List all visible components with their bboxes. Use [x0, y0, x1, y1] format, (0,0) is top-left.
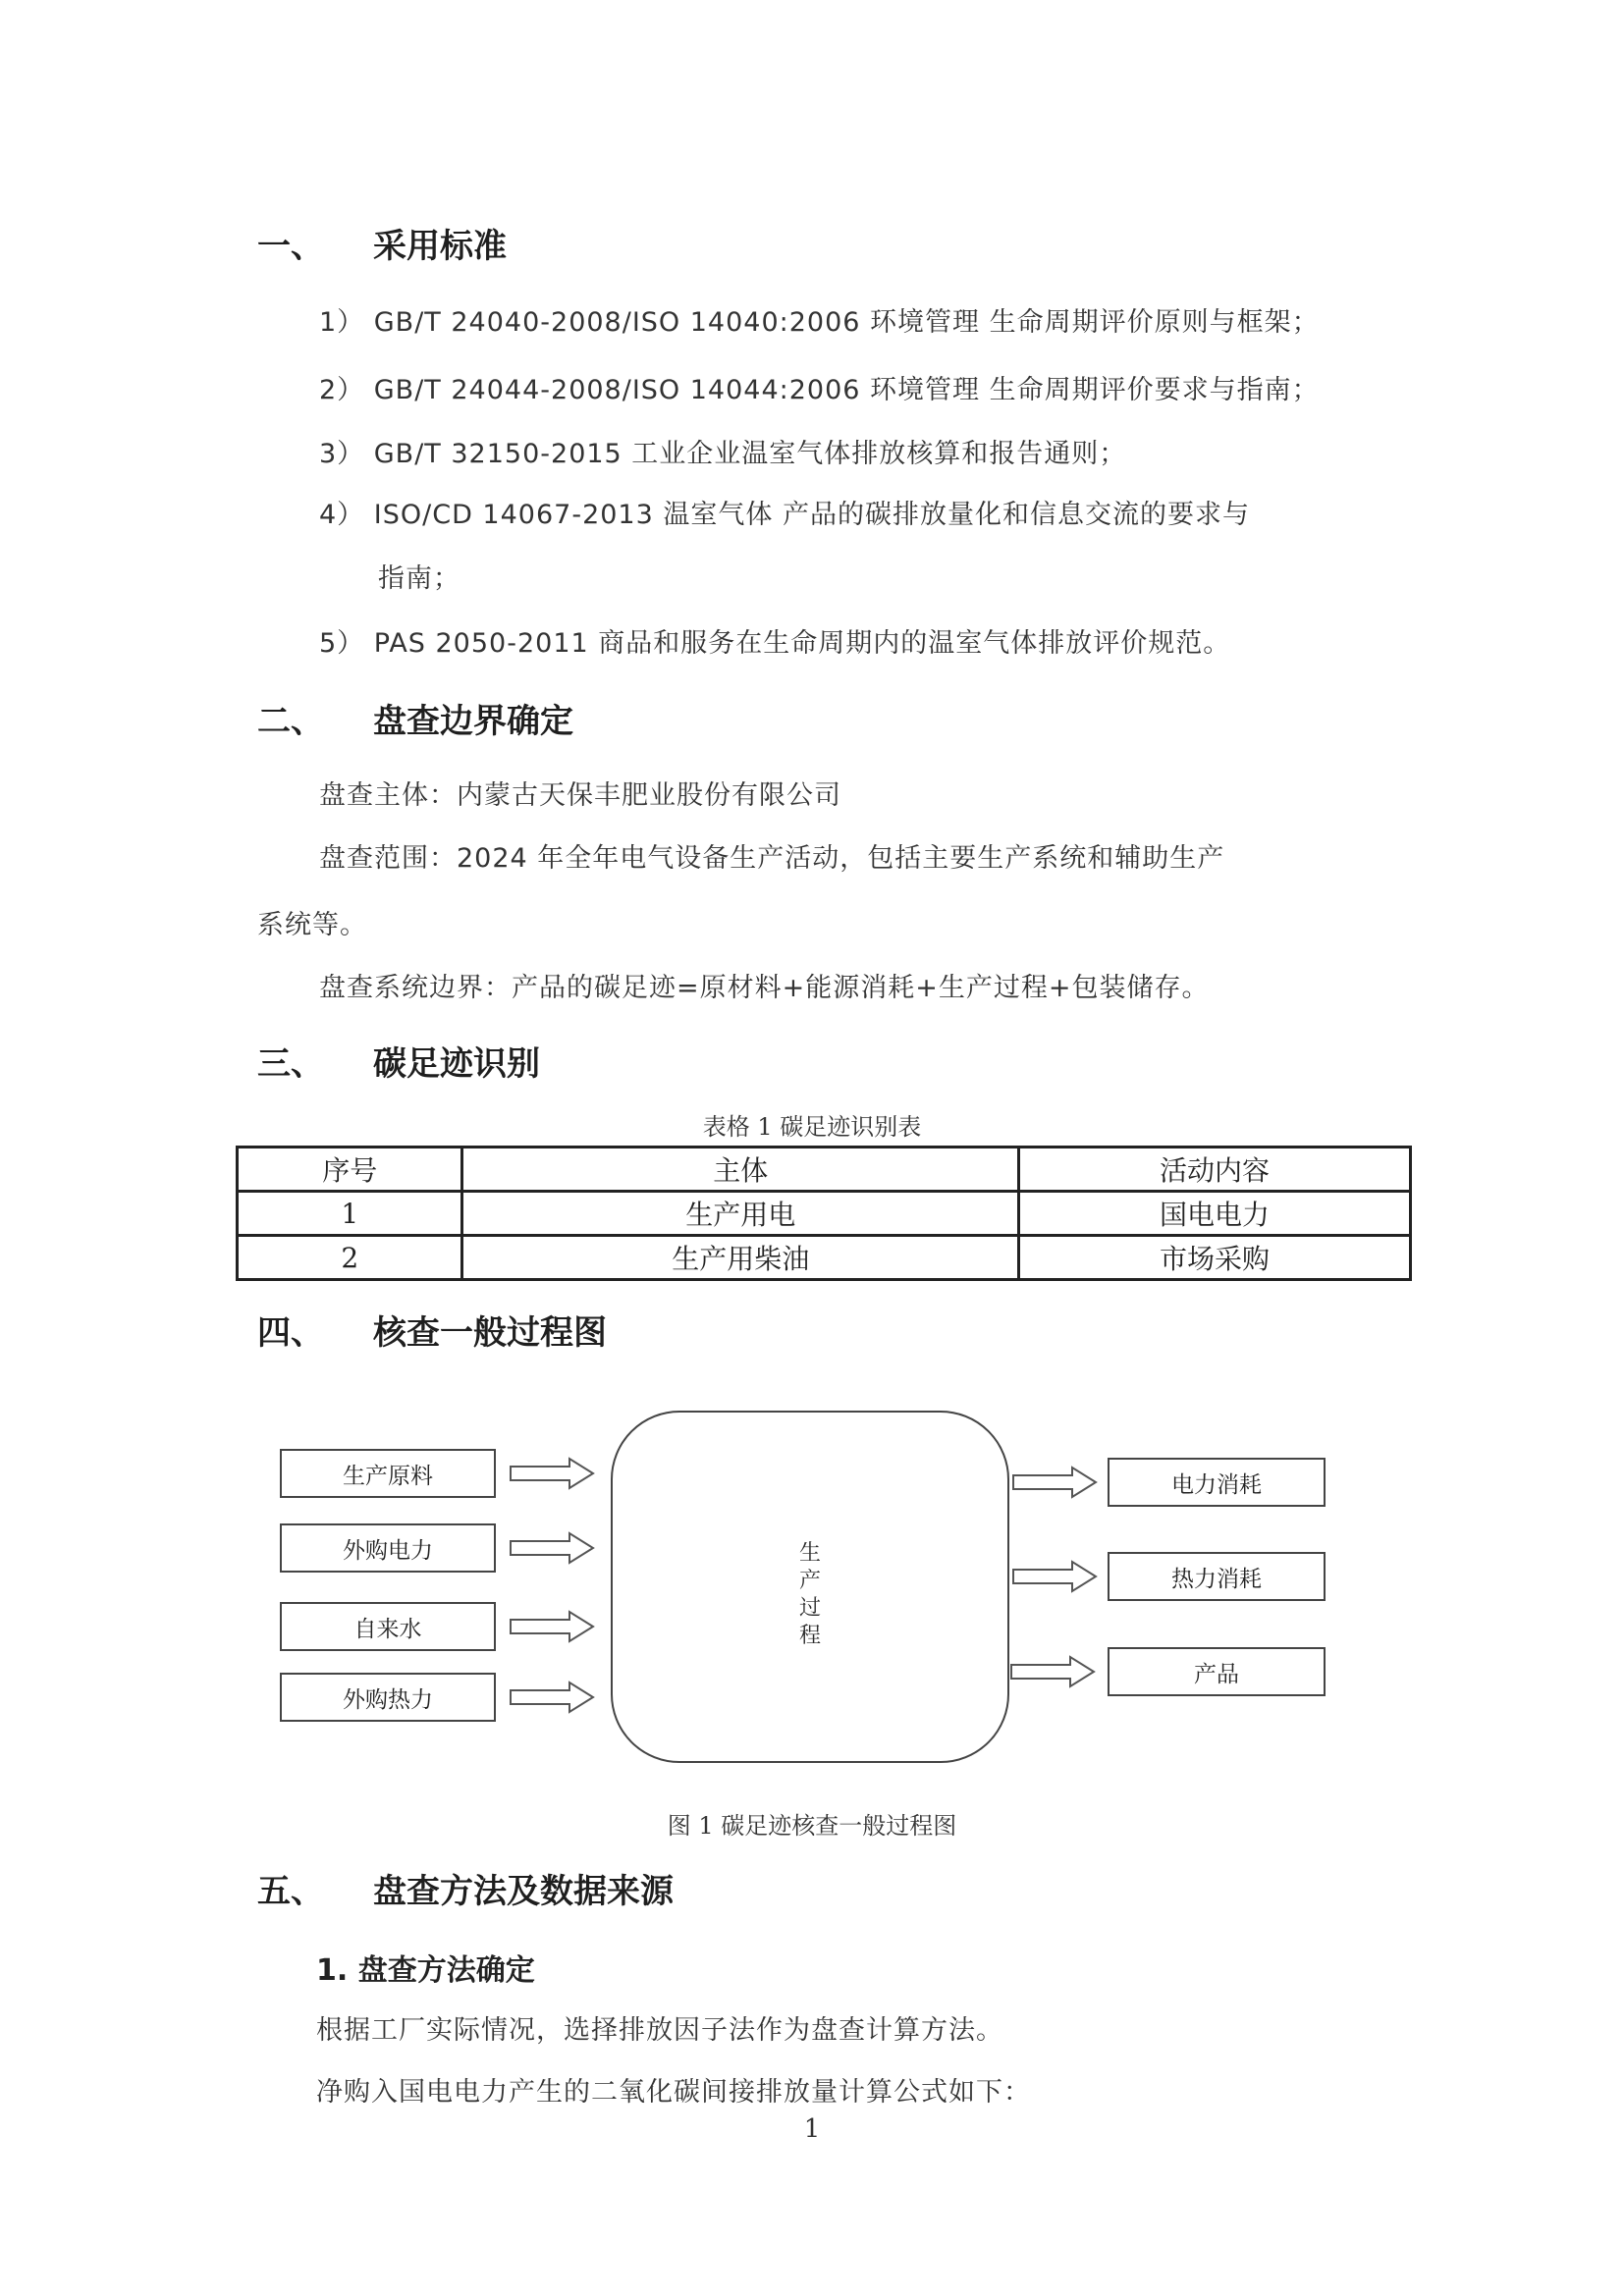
heading-number: 一、 — [257, 227, 324, 266]
input-box-purchased-heat: 外购热力 — [280, 1673, 496, 1722]
table-header-row — [238, 1148, 1411, 1192]
system-boundary: 盘查系统边界：产品的碳足迹=原材料+能源消耗+生产过程+包装储存。 — [319, 973, 1210, 1003]
input-box-tap-water: 自来水 — [280, 1602, 496, 1651]
heading-section-5 — [257, 1864, 674, 1912]
header-cell: 活动内容 — [1018, 1148, 1410, 1192]
inventory-scope-cont: 系统等。 — [257, 910, 367, 940]
table-cell: 1 — [238, 1192, 462, 1236]
standard-item-1: 1） GB/T 24040-2008/ISO 14040:2006 环境管理 生命周期评价原则与框架； — [319, 307, 1320, 338]
table-row — [238, 1192, 1411, 1236]
inventory-subject: 盘查主体：内蒙古天保丰肥业股份有限公司 — [319, 780, 841, 811]
table-cell: 市场采购 — [1018, 1236, 1410, 1280]
inventory-scope: 盘查范围：2024 年全年电气设备生产活动，包括主要生产系统和辅助生产 — [319, 843, 1225, 874]
heading-title: 核查一般过程图 — [373, 1313, 607, 1353]
table-row — [238, 1236, 1411, 1280]
heading-number: 五、 — [257, 1872, 324, 1911]
heading-number: 二、 — [257, 702, 324, 741]
heading-number: 三、 — [257, 1044, 324, 1084]
header-cell: 主体 — [462, 1148, 1019, 1192]
arrow-right-icon — [509, 1681, 597, 1714]
arrow-right-icon — [509, 1610, 597, 1643]
table-cell: 国电电力 — [1018, 1192, 1410, 1236]
arrow-right-icon — [1009, 1655, 1098, 1688]
output-box-power-consumption: 电力消耗 — [1108, 1458, 1326, 1507]
carbon-footprint-table — [236, 1146, 1412, 1281]
arrow-right-icon — [509, 1457, 597, 1490]
heading-title: 盘查边界确定 — [373, 702, 573, 741]
heading-section-1 — [257, 219, 507, 267]
heading-section-3 — [257, 1037, 540, 1085]
table-cell: 生产用柴油 — [462, 1236, 1019, 1280]
heading-title: 盘查方法及数据来源 — [373, 1872, 674, 1911]
method-paragraph: 根据工厂实际情况，选择排放因子法作为盘查计算方法。 — [316, 2015, 1003, 2046]
output-box-product: 产品 — [1108, 1647, 1326, 1696]
heading-number: 四、 — [257, 1313, 324, 1353]
header-cell: 序号 — [238, 1148, 462, 1192]
production-process-box — [611, 1411, 1009, 1763]
standard-item-4-cont: 指南； — [378, 563, 460, 594]
standard-item-5: 5） PAS 2050-2011 商品和服务在生命周期内的温室气体排放评价规范。 — [319, 628, 1231, 659]
input-box-purchased-power: 外购电力 — [280, 1523, 496, 1573]
heading-section-4 — [257, 1306, 607, 1354]
table-caption: 表格 1 碳足迹识别表 — [702, 1113, 922, 1141]
heading-title: 碳足迹识别 — [373, 1044, 540, 1084]
figure-caption: 图 1 碳足迹核查一般过程图 — [667, 1812, 957, 1840]
formula-intro-paragraph: 净购入国电电力产生的二氧化碳间接排放量计算公式如下： — [316, 2077, 1031, 2108]
table-cell: 2 — [238, 1236, 462, 1280]
standard-item-4: 4） ISO/CD 14067-2013 温室气体 产品的碳排放量化和信息交流的要求与 — [319, 500, 1250, 530]
heading-section-2 — [257, 694, 573, 742]
input-box-raw-material: 生产原料 — [280, 1449, 496, 1498]
standard-item-3: 3） GB/T 32150-2015 工业企业温室气体排放核算和报告通则； — [319, 439, 1127, 469]
table-cell: 生产用电 — [462, 1192, 1019, 1236]
arrow-right-icon — [1011, 1466, 1100, 1499]
process-label: 生产过程 — [798, 1541, 821, 1648]
arrow-right-icon — [509, 1531, 597, 1565]
output-box-heat-consumption: 热力消耗 — [1108, 1552, 1326, 1601]
page-number: 1 — [803, 2114, 821, 2144]
heading-title: 采用标准 — [373, 227, 507, 266]
subheading-method: 1. 盘查方法确定 — [316, 1953, 535, 1988]
standard-item-2: 2） GB/T 24044-2008/ISO 14044:2006 环境管理 生命周期评价要求与指南； — [319, 375, 1320, 405]
arrow-right-icon — [1011, 1560, 1100, 1593]
